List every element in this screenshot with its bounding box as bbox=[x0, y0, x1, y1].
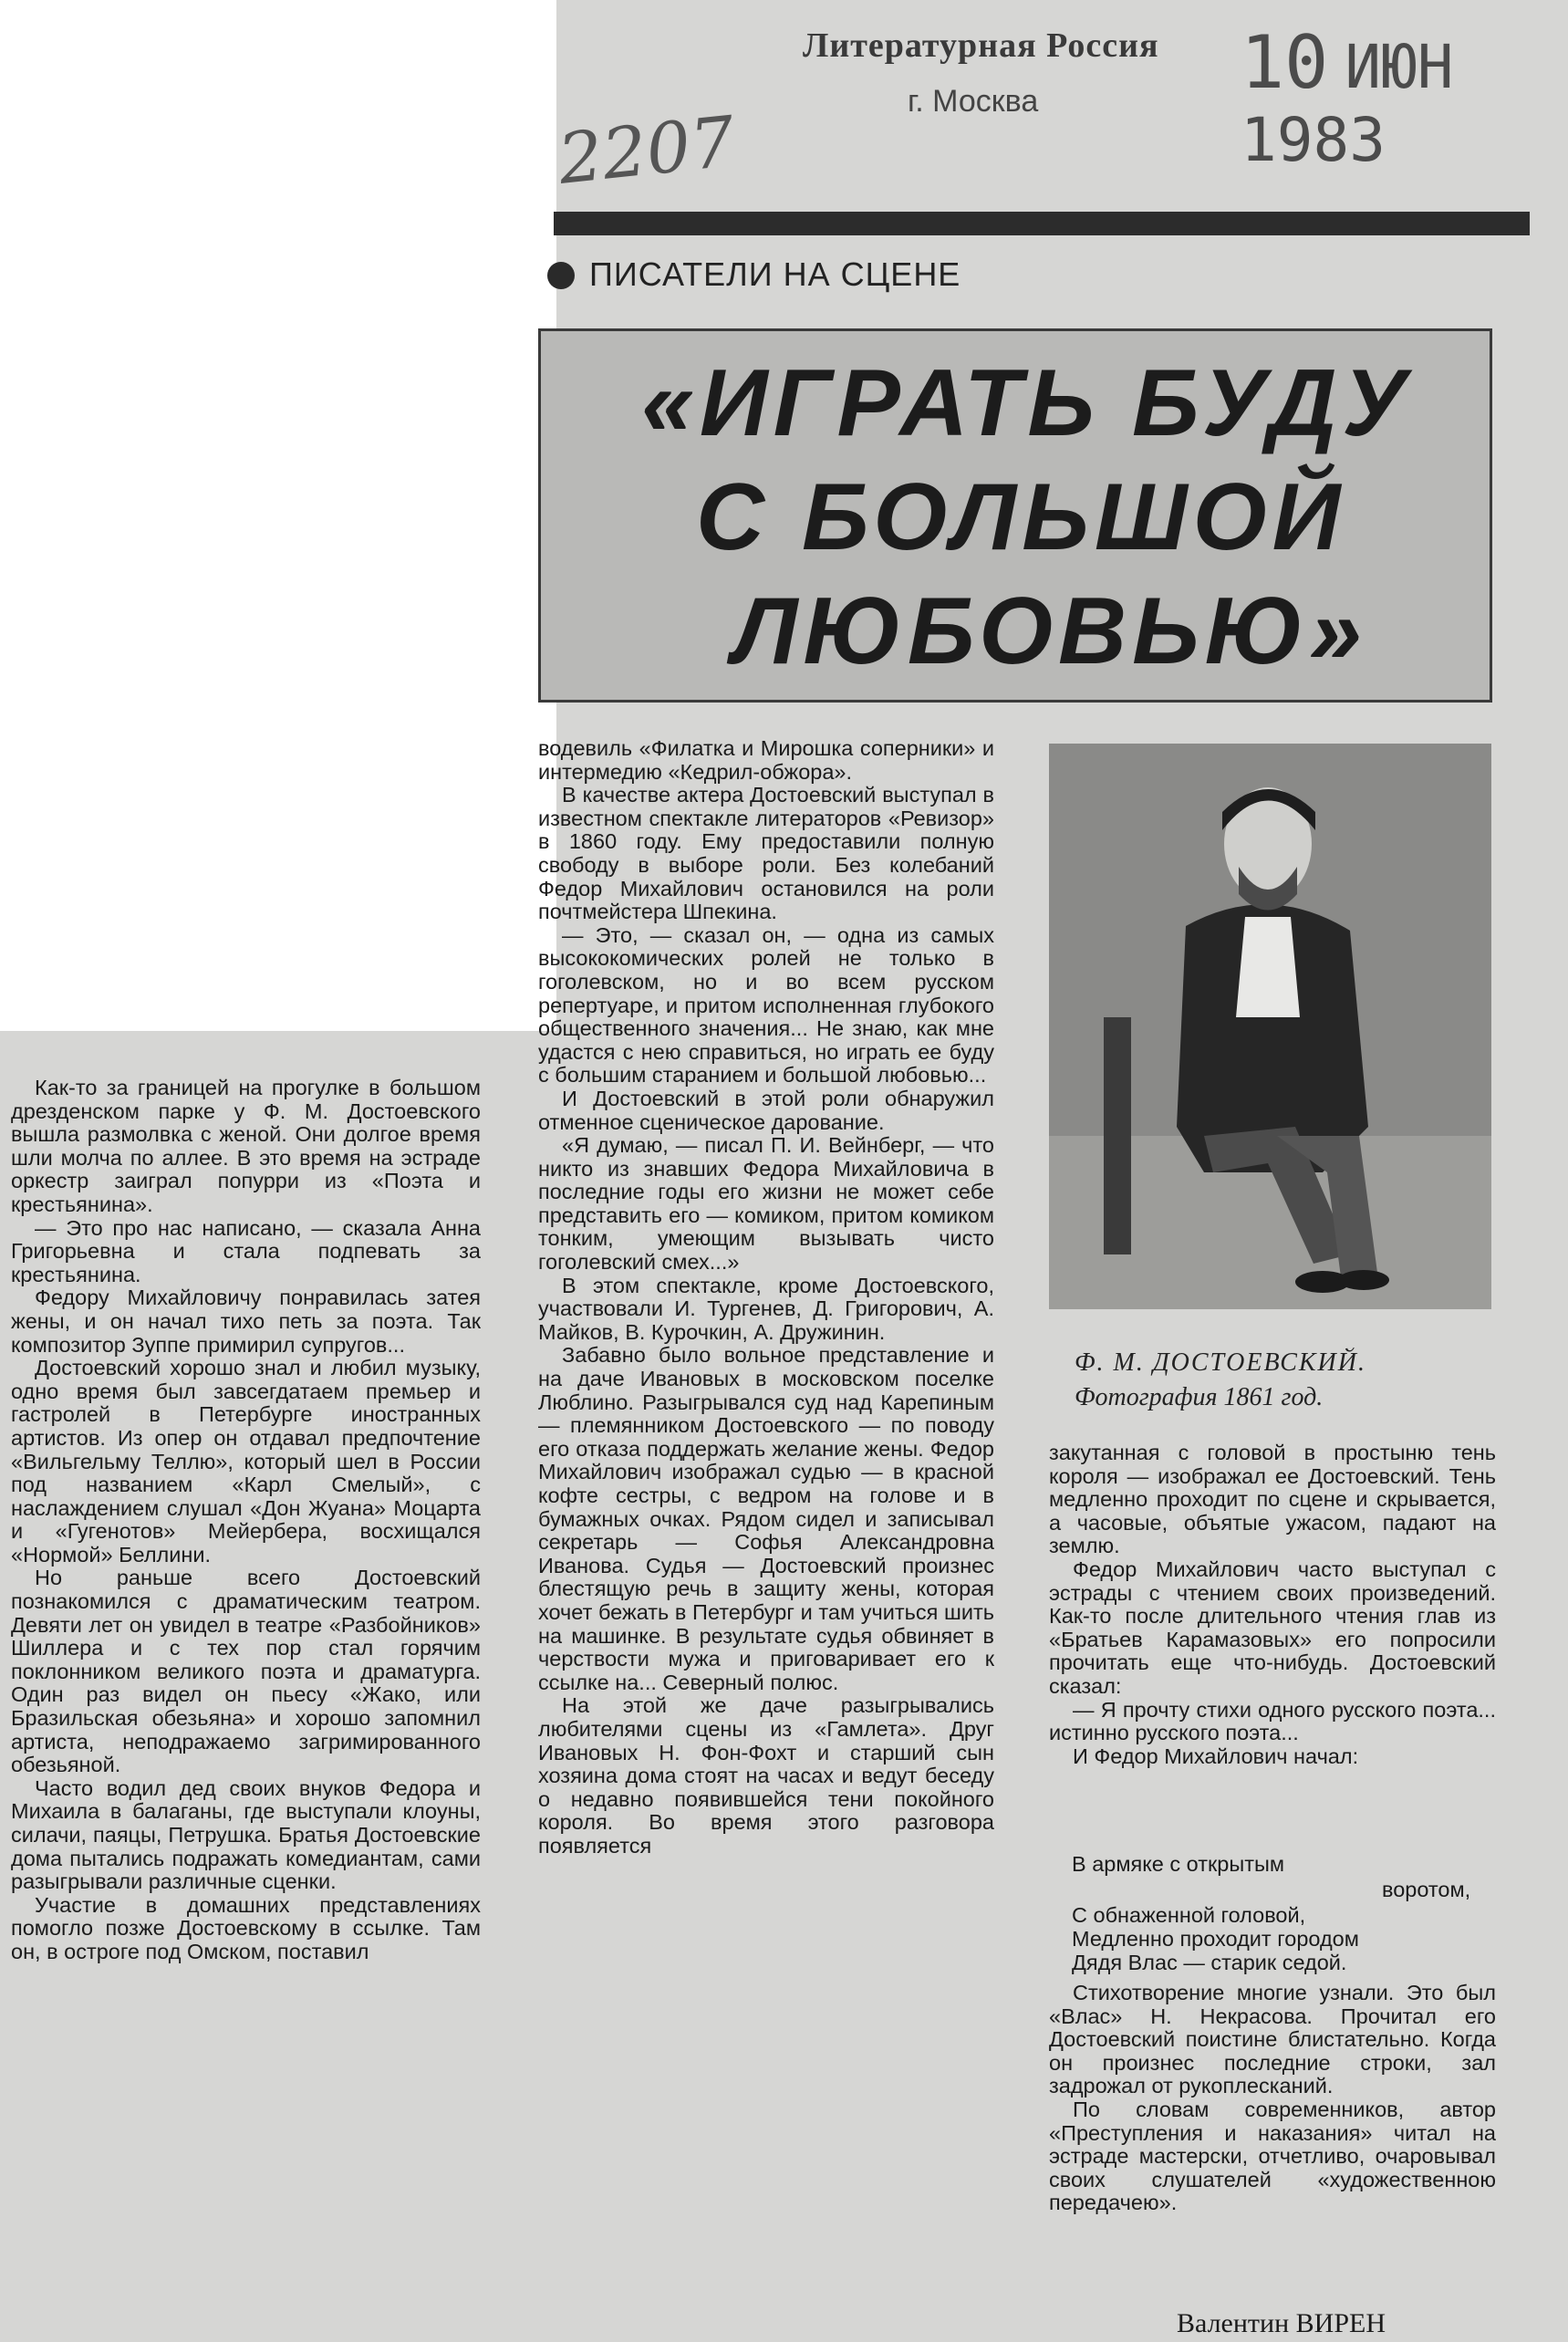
verse-line-5: Дядя Влас — старик седой. bbox=[1072, 1951, 1347, 1974]
rubric bbox=[547, 255, 961, 294]
article-column-3-top bbox=[1049, 1442, 1496, 1768]
verse-line-2: воротом, bbox=[1382, 1878, 1471, 1901]
headline-line-2: С БОЛЬШОЙ bbox=[696, 464, 1346, 570]
paragraph: — Это про нас написано, — сказала Анна Григорьевна и стала подпевать за крестьянина. bbox=[11, 1215, 481, 1286]
rubric-bullet-icon bbox=[547, 262, 575, 289]
paragraph: На этой же даче разыгрывались любителями сцены из «Гамлета». Друг Ивановых Н. Фон-Фохт и старший сын хозяина дома стоят на часах и ведут беседу о недавно появившейся тени покойного короля. Во время этого разговора появляется bbox=[538, 1693, 994, 1858]
paragraph: Как-то за границей на прогулке в большом дрезденском парке у Ф. М. Достоевского вышла размолвка с женой. Они долгое время шли молча по аллее. В это время на эстраде оркестр заиграл попурри из «Поэта и крестьянина». bbox=[11, 1076, 481, 1216]
paragraph: По словам современников, автор «Преступления и наказания» читал на эстраде мастерски, отчетливо, очаровывал своих слушателей «художественною передачею». bbox=[1049, 2097, 1496, 2215]
paragraph: Забавно было вольное представление и на даче Ивановых в московском поселке Люблино. Разыгрывался суд над Карепиным — племянником Достоевского — по поводу его отказа поддержать желание жены. Федор Михайлович изображал судью — в красной кофте сестры, с ведром на голове и в бумажных очках. Рядом сидел и записывал секретарь — Софья Александровна Иванова. Судья — Достоевский произнес блестящую речь в защиту жены, которая хочет бежать в Петербург и там учиться шить на машинке. В результате судья обвиняет в черствости мужа и приговаривает его к ссылке на... Северный полюс. bbox=[538, 1343, 994, 1694]
headline-line-1: «ИГРАТЬ БУДУ bbox=[641, 350, 1412, 456]
top-rule bbox=[554, 212, 1530, 235]
portrait-illustration bbox=[1049, 744, 1491, 1309]
photo-caption-date: Фотография 1861 год. bbox=[1075, 1383, 1324, 1411]
paragraph: Часто водил дед своих внуков Федора и Михаила в балаганы, где выступали клоуны, силачи, паяцы, Петрушка. Братья Достоевские дома пытались подражать комедиантам, сами разыгрывали различные сценки. bbox=[11, 1775, 481, 1894]
photo-caption-name: Ф. М. ДОСТОЕВСКИЙ. bbox=[1075, 1348, 1366, 1377]
rubric-text: ПИСАТЕЛИ НА СЦЕНЕ bbox=[589, 255, 961, 293]
paragraph: «Я думаю, — писал П. И. Вейнберг, — что никто из знавших Федора Михайловича в последние годы его жизни не может себе представить его — комиком, притом комиком тонким, умеющим вызывать чисто гоголевский смех...» bbox=[538, 1133, 994, 1275]
paragraph: Достоевский хорошо знал и любил музыку, одно время был завсегдатаем премьер и гастролей в Петербурге иностранных артистов. Из опер он отдавал предпочтение «Вильгельму Теллю», который шел в России под названием «Карл Смелый», с наслаждением слушал «Дон Жуана» Моцарта и «Гугенотов» Мейербера, восхищался «Нормой» Беллини. bbox=[11, 1356, 481, 1567]
paragraph: Федору Михайловичу понравилась затея жены, и он начал тихо петь за поэта. Так композитор Зуппе примирил супругов... bbox=[11, 1285, 481, 1357]
date-stamp bbox=[1241, 20, 1568, 175]
paragraph: — Я прочту стихи одного русского поэта... истинно русского поэта... bbox=[1049, 1697, 1496, 1745]
verse-line-4: Медленно проходит городом bbox=[1072, 1927, 1359, 1951]
paragraph: Участие в домашних представлениях помогло позже Достоевскому в ссылке. Там он, в остроге под Омском, поставил bbox=[11, 1892, 481, 1963]
newspaper-name: Литературная Россия bbox=[803, 26, 1159, 65]
paragraph: И Достоевский в этой роли обнаружил отменное сценическое дарование. bbox=[538, 1086, 994, 1134]
portrait-photo bbox=[1049, 744, 1491, 1309]
article-column-1 bbox=[11, 1077, 481, 1964]
author-signature: Валентин ВИРЕН bbox=[1177, 2308, 1386, 2338]
article-column-3-bottom bbox=[1049, 1982, 1496, 2215]
paragraph: — Это, — сказал он, — одна из самых высококомических ролей не только в гоголевском, но и во всем русском репертуаре, и притом исполненная глубокого общественного значения... Не знаю, как мне удастся с нею справиться, но играть ее буду с большим старанием и большой любовью... bbox=[538, 922, 994, 1088]
newspaper-city: г. Москва bbox=[908, 84, 1039, 119]
headline-line-3: ЛЮБОВЬЮ» bbox=[732, 578, 1367, 684]
paragraph: В качестве актера Достоевский выступал в известном спектакле литераторов «Ревизор» в 1860 году. Ему предоставили полную свободу в выборе роли. Без колебаний Федор Михайлович остановился на роли почтмейстера Шпекина. bbox=[538, 783, 994, 924]
paragraph: И Федор Михайлович начал: bbox=[1073, 1743, 1359, 1768]
headline-box bbox=[538, 328, 1492, 703]
paragraph: Федор Михайлович часто выступал с эстрады с чтением своих произведений. Как-то после длительного чтения глав из «Братьев Карамазовых» его попросили прочитать еще что-нибудь. Достоевский сказал: bbox=[1049, 1556, 1496, 1698]
paragraph: водевиль «Филатка и Мирошка соперники» и интермедию «Кедрил-обжора». bbox=[538, 736, 994, 784]
paragraph: закутанная с головой в простыню тень короля — изображал ее Достоевский. Тень медленно проходит по сцене и скрывается, а часовые, объятые ужасом, падают на землю. bbox=[1049, 1441, 1496, 1558]
paragraph: Но раньше всего Достоевский познакомился с драматическим театром. Девяти лет он увидел в театре «Разбойников» Шиллера и с тех пор стал горячим поклонником великого поэта и драматурга. Один раз видел он пьесу «Жако, или Бразильская обезьяна» и хорошо запомнил артиста, неподражаемо загримированного обезьяной. bbox=[11, 1566, 481, 1777]
verse-line-3: С обнаженной головой, bbox=[1072, 1903, 1306, 1927]
paragraph: В этом спектакле, кроме Достоевского, участвовали И. Тургенев, Д. Григорович, А. Майков, В. Курочкин, А. Дружинин. bbox=[538, 1273, 994, 1344]
article-column-2 bbox=[538, 737, 994, 1858]
date-stamp-month-year: ИЮН 1983 bbox=[1241, 32, 1454, 175]
paragraph: Стихотворение многие узнали. Это был «Влас» Н. Некрасова. Прочитал его Достоевский поистине блистательно. Когда он произнес последние строки, зал задрожал от рукоплесканий. bbox=[1049, 1981, 1496, 2098]
verse-line-1: В армяке с открытым bbox=[1072, 1852, 1285, 1876]
handwritten-number: 2207 bbox=[554, 100, 739, 200]
date-stamp-day: 10 bbox=[1241, 20, 1329, 105]
